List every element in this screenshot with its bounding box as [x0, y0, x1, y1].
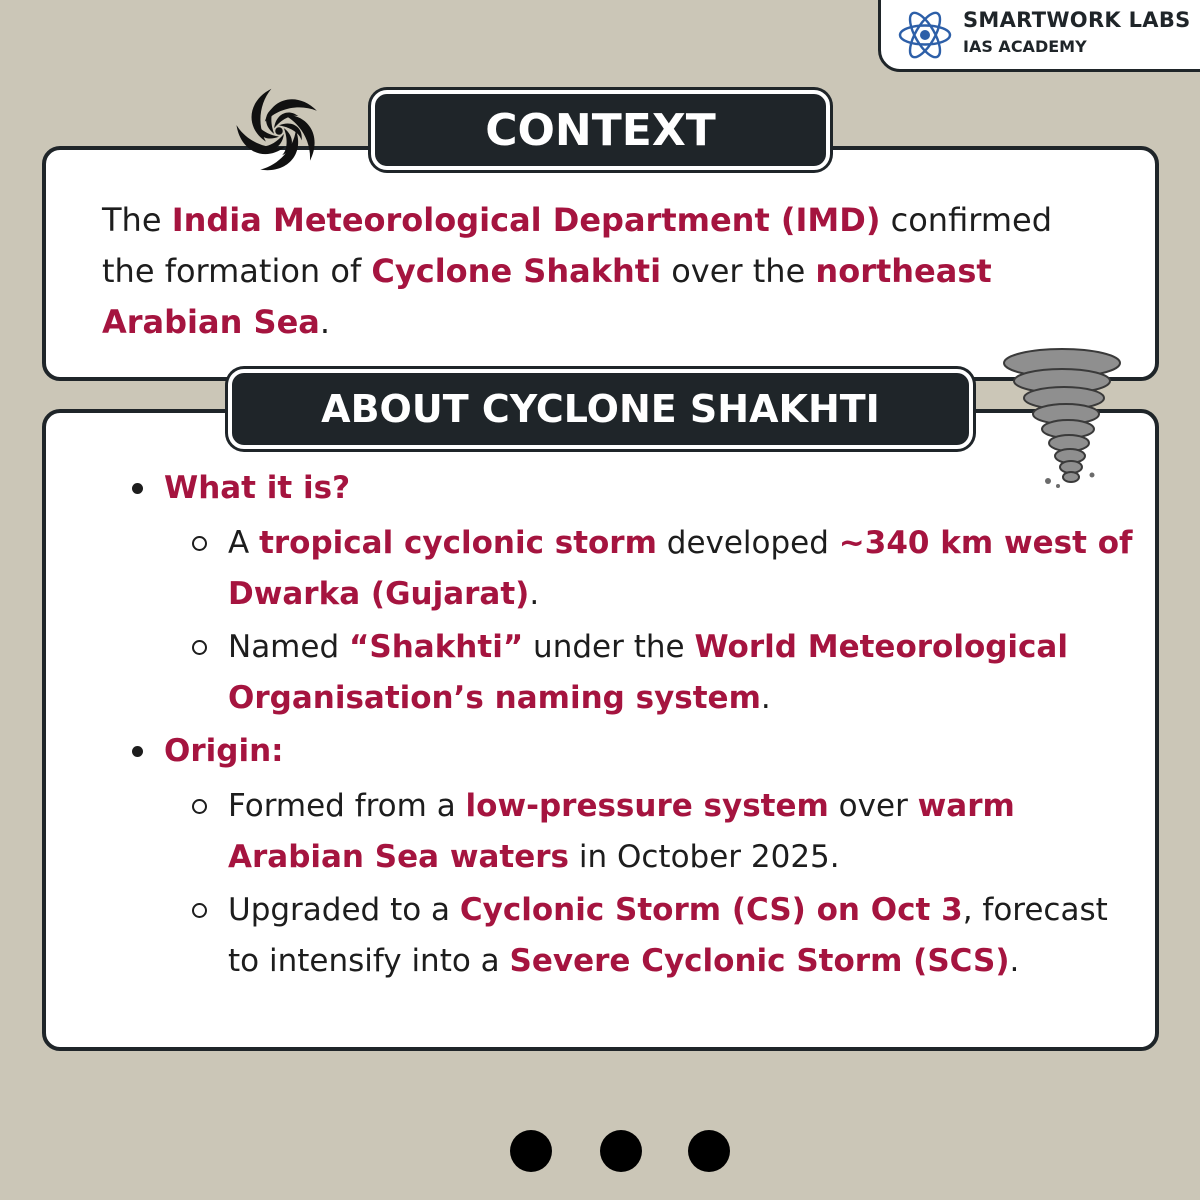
- highlight-text: “Shakhti”: [349, 629, 524, 665]
- atom-icon: [897, 7, 953, 63]
- highlight-text: India Meteorological Department (IMD): [171, 201, 881, 239]
- body-text: .: [760, 680, 771, 716]
- body-text: developed: [656, 525, 839, 561]
- body-text: A: [228, 525, 260, 561]
- highlight-text: Cyclonic Storm (CS) on Oct 3: [459, 892, 963, 928]
- highlight-text: Cyclone Shakhti: [371, 252, 662, 290]
- body-text: under the: [523, 629, 695, 665]
- pagination-dot[interactable]: [600, 1130, 642, 1172]
- bullet-heading: What it is?: [116, 463, 1136, 514]
- about-heading: ABOUT CYCLONE SHAKHTI: [228, 369, 973, 449]
- body-text: confirmed the formation of: [102, 201, 1052, 290]
- highlight-text: ~340 km west of Dwarka (Gujarat): [228, 525, 1133, 612]
- body-text: over: [828, 788, 918, 824]
- sub-bullet: [116, 622, 1136, 724]
- body-text: The: [102, 201, 172, 239]
- body-text: over the: [661, 252, 816, 290]
- context-card: [42, 146, 1159, 381]
- context-heading: CONTEXT: [371, 90, 830, 170]
- brand-logo: [878, 0, 1200, 72]
- body-text: in October 2025.: [569, 839, 840, 875]
- pagination-dots: [0, 1130, 1200, 1176]
- sub-bullet: [116, 518, 1136, 620]
- body-text: .: [319, 303, 331, 341]
- body-text: Upgraded to a: [228, 892, 460, 928]
- spiral-icon: [232, 84, 326, 178]
- body-text: .: [529, 576, 540, 612]
- context-text: [102, 195, 1102, 348]
- pagination-dot[interactable]: [688, 1130, 730, 1172]
- logo-subtitle: IAS ACADEMY: [963, 37, 1087, 56]
- tornado-icon: [1000, 345, 1130, 490]
- about-card: [42, 409, 1159, 1051]
- body-text: .: [1009, 943, 1020, 979]
- body-text: Named: [228, 629, 349, 665]
- logo-title: SMARTWORK LABS: [963, 8, 1191, 32]
- highlight-text: Severe Cyclonic Storm (SCS): [509, 943, 1010, 979]
- sub-bullet: [116, 781, 1136, 883]
- pagination-dot[interactable]: [510, 1130, 552, 1172]
- sub-bullet: [116, 885, 1136, 987]
- highlight-text: low-pressure system: [465, 788, 829, 824]
- highlight-text: warm Arabian Sea waters: [228, 788, 1015, 875]
- highlight-text: World Meteorological Organisation’s naming system: [228, 629, 1068, 716]
- body-text: Formed from a: [228, 788, 466, 824]
- highlight-text: tropical cyclonic storm: [259, 525, 657, 561]
- about-list: [116, 463, 1136, 989]
- bullet-heading: Origin:: [116, 726, 1136, 777]
- body-text: , forecast to intensify into a: [228, 892, 1108, 979]
- highlight-text: northeast Arabian Sea: [102, 252, 992, 341]
